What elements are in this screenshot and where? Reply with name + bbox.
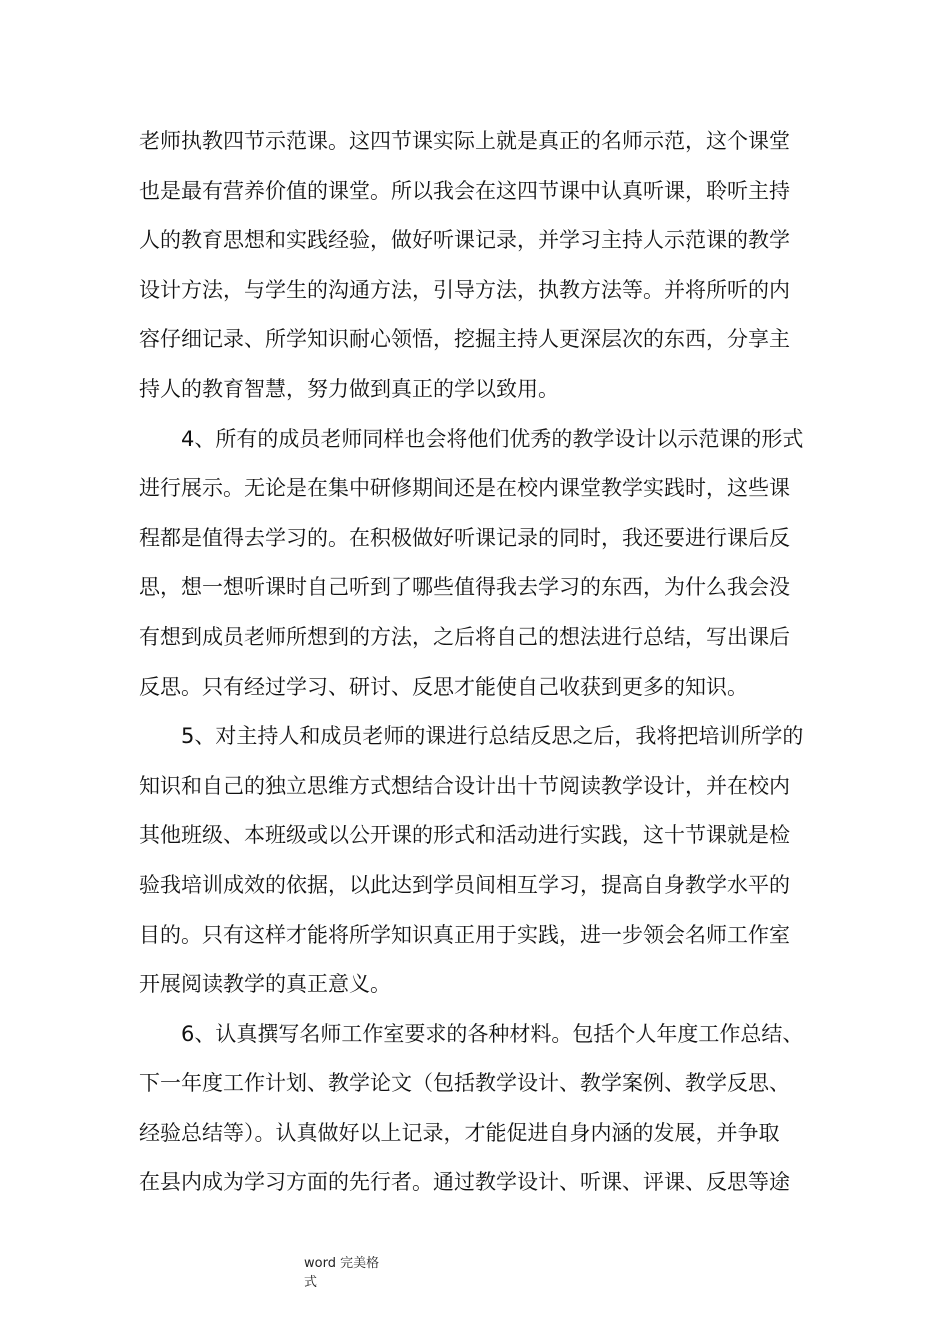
- text-line: 进行展示。无论是在集中研修期间还是在校内课堂教学实践时，这些课: [139, 476, 790, 501]
- text-line: 5、对主持人和成员老师的课进行总结反思之后，我将把培训所学的: [139, 724, 804, 749]
- page-footer: [304, 1254, 404, 1292]
- text-line: 知识和自己的独立思维方式想结合设计出十节阅读教学设计，并在校内: [139, 773, 790, 798]
- text-line: 人的教育思想和实践经验，做好听课记录，并学习主持人示范课的教学: [139, 228, 790, 253]
- text-line: 经验总结等）。认真做好以上记录，才能促进自身内涵的发展，并争取: [139, 1120, 780, 1145]
- text-line: 程都是值得去学习的。在积极做好听课记录的同时，我还要进行课后反: [139, 525, 790, 550]
- text-line: 4、所有的成员老师同样也会将他们优秀的教学设计以示范课的形式: [139, 426, 804, 451]
- text-line: 在县内成为学习方面的先行者。通过教学设计、听课、评课、反思等途: [139, 1170, 790, 1195]
- text-line: 其他班级、本班级或以公开课的形式和活动进行实践，这十节课就是检: [139, 823, 790, 848]
- text-line: 持人的教育智慧，努力做到真正的学以致用。: [139, 376, 559, 401]
- text-line: 开展阅读教学的真正意义。: [139, 972, 391, 997]
- text-line: 验我培训成效的依据，以此达到学员间相互学习，提高自身教学水平的: [139, 872, 790, 897]
- text-line: 反思。只有经过学习、研讨、反思才能使自己收获到更多的知识。: [139, 674, 748, 699]
- text-line: 容仔细记录、所学知识耐心领悟，挖掘主持人更深层次的东西，分享主: [139, 327, 790, 352]
- footer-line: 式: [304, 1275, 318, 1290]
- text-line: 6、认真撰写名师工作室要求的各种材料。包括个人年度工作总结、: [139, 1021, 804, 1046]
- document-body: [139, 117, 811, 1208]
- text-line: 思，想一想听课时自己听到了哪些值得我去学习的东西，为什么我会没: [139, 575, 790, 600]
- text-line: 老师执教四节示范课。这四节课实际上就是真正的名师示范，这个课堂: [139, 129, 790, 153]
- footer-line: word 完美格: [304, 1256, 380, 1271]
- text-line: 也是最有营养价值的课堂。所以我会在这四节课中认真听课，聆听主持: [139, 178, 790, 203]
- text-line: 下一年度工作计划、教学论文（包括教学设计、教学案例、教学反思、: [139, 1071, 790, 1096]
- text-line: 有想到成员老师所想到的方法，之后将自己的想法进行总结，写出课后: [139, 624, 790, 649]
- text-line: 设计方法，与学生的沟通方法，引导方法，执教方法等。并将所听的内: [139, 277, 790, 302]
- text-line: 目的。只有这样才能将所学知识真正用于实践，进一步领会名师工作室: [139, 922, 790, 947]
